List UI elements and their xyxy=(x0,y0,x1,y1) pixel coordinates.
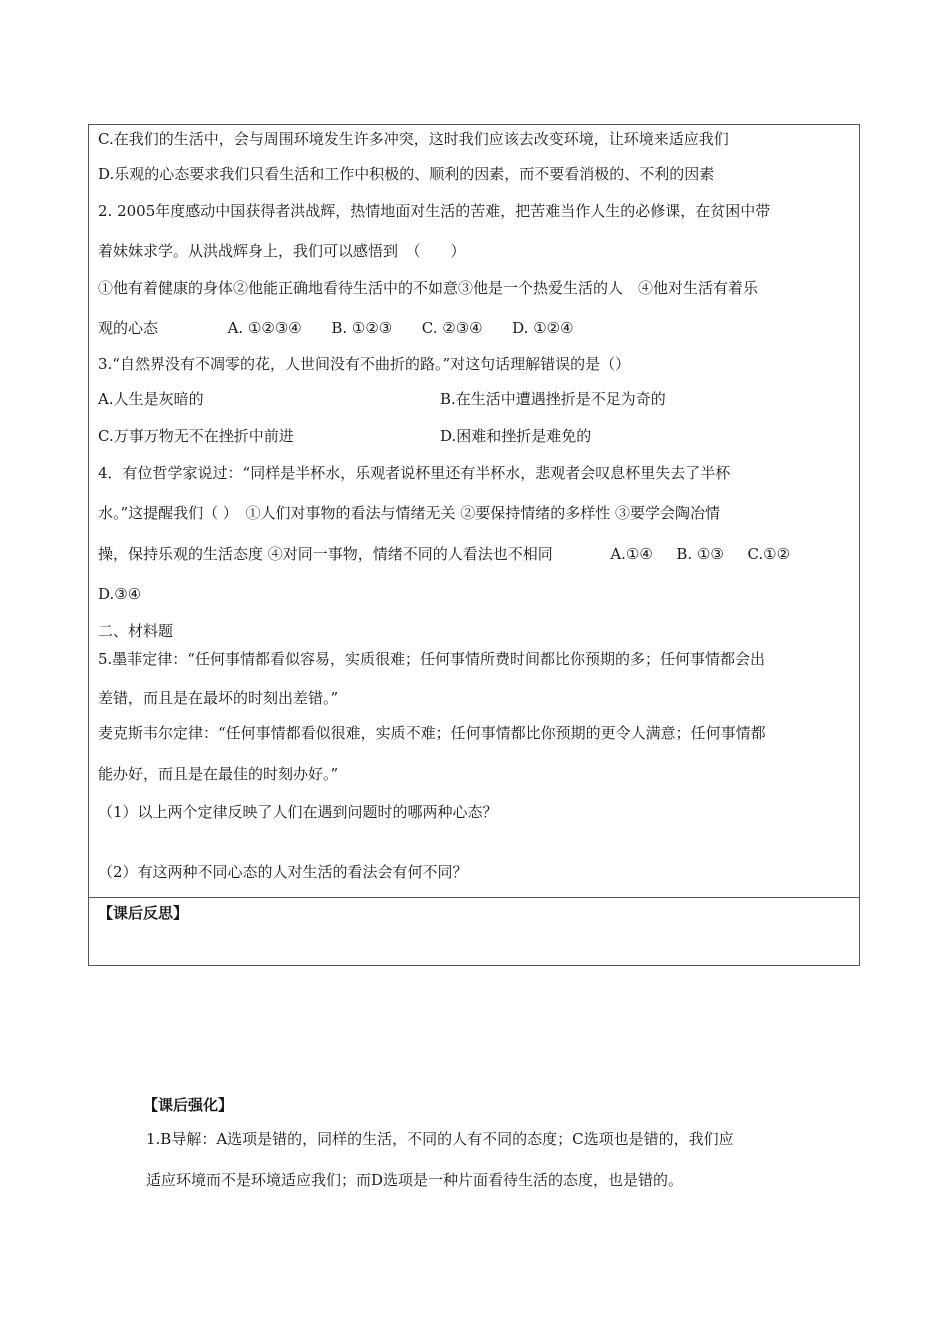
q4-text-line1: 4．有位哲学家说过：“同样是半杯水，乐观者说杯里还有半杯水，悲观者会叹息杯里失去了半杯 xyxy=(98,464,731,482)
q5-murphy-line2: 差错，而且是在最坏的时刻出差错。” xyxy=(98,689,339,707)
q3-text: 3.“自然界没有不凋零的花，人世间没有不曲折的路。”对这句话理解错误的是（） xyxy=(98,355,631,373)
q5-subquestion-1: （1）以上两个定律反映了人们在遇到问题时的哪两种心态？ xyxy=(98,803,498,821)
q2-item-4-tail: 观的心态 xyxy=(98,319,159,337)
q2-text-line2: 着妹妹求学。从洪战辉身上，我们可以感悟到 （ ） xyxy=(98,242,466,260)
q1-option-c: C.在我们的生活中，会与周围环境发生许多冲突，这时我们应该去改变环境，让环境来适应我们 xyxy=(98,130,729,148)
q3-option-a: A.人生是灰暗的 xyxy=(98,390,204,408)
question-box xyxy=(88,124,860,966)
q2-option-c: C. ②③④ xyxy=(421,319,483,337)
q2-items-line1: ①他有着健康的身体②他能正确地看待生活中的不如意③他是一个热爱生活的人 ④他对生活有着乐 xyxy=(98,279,759,297)
section-heading-materials: 二、材料题 xyxy=(98,622,174,640)
q4-text-line3 xyxy=(98,544,790,564)
q2-option-a: A. ①②③④ xyxy=(227,319,302,337)
q5-subquestion-2: （2）有这两种不同心态的人对生活的看法会有何不同？ xyxy=(98,863,468,881)
reflection-heading: 【课后反思】 xyxy=(98,904,189,922)
q2-items-line2 xyxy=(98,318,574,338)
q4-option-c: C.①② xyxy=(747,545,791,563)
q4-option-a: A.①④ xyxy=(610,545,653,563)
reinforcement-heading: 【课后强化】 xyxy=(143,1096,234,1114)
q3-option-b: B.在生活中遭遇挫折是不足为奇的 xyxy=(440,390,666,408)
q5-murphy-line1: 5.墨菲定律：“任何事情都看似容易，实质很难；任何事情所费时间都比你预期的多；任何事情都会出 xyxy=(98,650,765,668)
q2-option-b: B. ①②③ xyxy=(331,319,393,337)
box-divider xyxy=(89,897,859,898)
q5-maxwell-line1: 麦克斯韦尔定律：“任何事情都看似很难，实质不难；任何事情都比你预期的更令人满意；任何事情都 xyxy=(98,724,766,742)
answer-line2: 适应环境而不是环境适应我们；而D选项是一种片面看待生活的态度，也是错的。 xyxy=(146,1171,684,1189)
answer-line1: 1.B导解：A选项是错的，同样的生活，不同的人有不同的态度；C选项也是错的，我们应 xyxy=(146,1130,734,1148)
q4-option-b: B. ①③ xyxy=(676,545,724,563)
q2-text-line1: 2. 2005年度感动中国获得者洪战辉，热情地面对生活的苦难，把苦难当作人生的必修课，在贫困中带 xyxy=(98,202,771,220)
q4-item-text: 操，保持乐观的生活态度 ④对同一事物，情绪不同的人看法也不相同 xyxy=(98,545,553,563)
q1-option-d: D.乐观的心态要求我们只看生活和工作中积极的、顺利的因素，而不要看消极的、不利的因素 xyxy=(98,165,715,183)
q4-text-line2: 水。”这提醒我们（ ） ①人们对事物的看法与情绪无关 ②要保持情绪的多样性 ③要学会陶冶情 xyxy=(98,504,720,522)
q2-option-d: D. ①②④ xyxy=(512,319,574,337)
q4-option-d: D.③④ xyxy=(98,585,142,603)
q5-maxwell-line2: 能办好，而且是在最佳的时刻办好。” xyxy=(98,765,339,783)
q3-option-c: C.万事万物无不在挫折中前进 xyxy=(98,427,294,445)
q3-option-d: D.困难和挫折是难免的 xyxy=(440,427,592,445)
